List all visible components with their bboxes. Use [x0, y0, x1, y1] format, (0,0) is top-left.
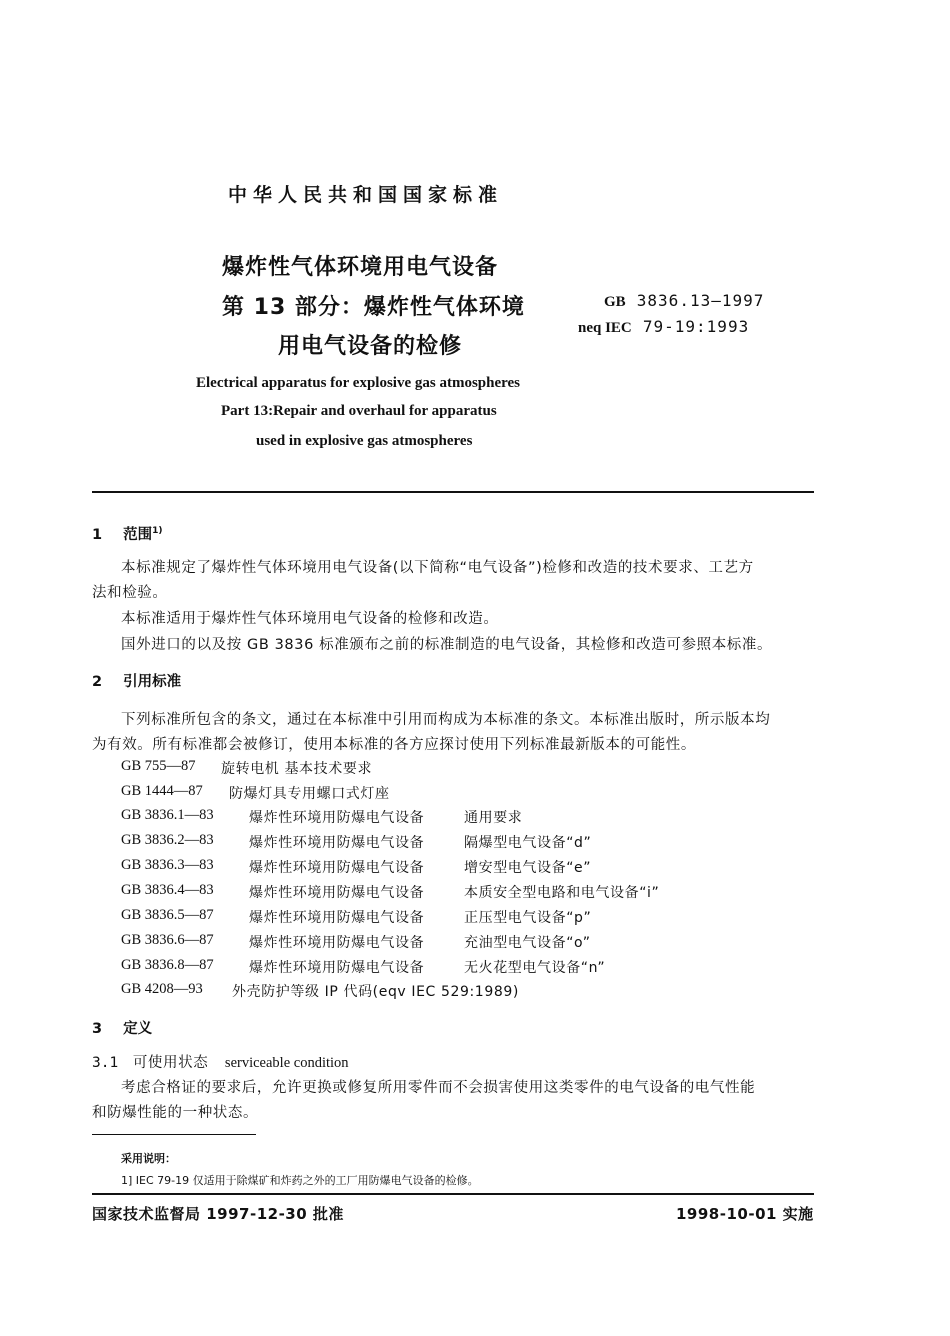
reference-code: GB 3836.4—83 [121, 882, 214, 898]
standard-code-gb [604, 291, 764, 311]
section3-1-number: 3.1 [92, 1055, 119, 1071]
section3-para-line2: 和防爆性能的一种状态。 [92, 1105, 259, 1121]
reference-title: 旋转电机 基本技术要求 [221, 761, 373, 777]
reference-title: 爆炸性环境用防爆电气设备 [249, 810, 425, 826]
reference-subtitle: 无火花型电气设备“n” [464, 960, 606, 976]
section1-footnote-mark: 1) [152, 526, 163, 537]
reference-code: GB 755—87 [121, 758, 196, 774]
section1-number: 1 [92, 527, 103, 543]
section2-number: 2 [92, 674, 103, 690]
section3-title: 定义 [123, 1021, 153, 1037]
gb-number: 3836.13—1997 [636, 291, 765, 310]
iec-number: 79-19:1993 [642, 317, 750, 336]
reference-code: GB 4208—93 [121, 981, 203, 997]
reference-title: 防爆灯具专用螺口式灯座 [229, 786, 390, 802]
reference-code: GB 3836.3—83 [121, 857, 214, 873]
reference-title: 爆炸性环境用防爆电气设备 [249, 935, 425, 951]
reference-title: 爆炸性环境用防爆电气设备 [249, 860, 425, 876]
section1-para1-line2: 法和检验。 [92, 585, 168, 601]
standard-code-iec [578, 317, 749, 337]
reference-code: GB 3836.2—83 [121, 832, 214, 848]
reference-title: 爆炸性环境用防爆电气设备 [249, 835, 425, 851]
footnote-divider [92, 1134, 256, 1135]
reference-title: 外壳防护等级 IP 代码(eqv IEC 529:1989) [232, 984, 519, 1000]
section1-para1-line1: 本标准规定了爆炸性气体环境用电气设备(以下简称“电气设备”)检修和改造的技术要求、工艺方 [121, 560, 754, 576]
effective-date-text: 1998-10-01 实施 [676, 1205, 814, 1223]
reference-subtitle: 隔爆型电气设备“d” [464, 835, 592, 851]
section2-title: 引用标准 [123, 674, 182, 690]
section2-para-line2: 为有效。所有标准都会被修订，使用本标准的各方应探讨使用下列标准最新版本的可能性。 [92, 737, 696, 753]
title-en-line2: Part 13:Repair and overhaul for apparatus [221, 403, 497, 419]
title-cn-line2: 第 13 部分：爆炸性气体环境 [222, 295, 525, 320]
section1-para2: 本标准适用于爆炸性气体环境用电气设备的检修和改造。 [121, 611, 499, 627]
section2-para-line1: 下列标准所包含的条文，通过在本标准中引用而构成为本标准的条文。本标准出版时，所示版本均 [121, 712, 771, 728]
national-standard-header: 中华人民共和国国家标准 [228, 184, 504, 206]
reference-code: GB 3836.8—87 [121, 957, 214, 973]
section1-para3: 国外进口的以及按 GB 3836 标准颁布之前的标准制造的电气设备，其检修和改造可参照本标准。 [121, 637, 773, 653]
reference-code: GB 3836.6—87 [121, 932, 214, 948]
reference-subtitle: 正压型电气设备“p” [464, 910, 592, 926]
section3-heading [92, 1017, 152, 1038]
title-cn-line3: 用电气设备的检修 [278, 334, 463, 359]
reference-subtitle: 本质安全型电路和电气设备“i” [464, 885, 660, 901]
section2-heading [92, 670, 181, 691]
section3-1-heading [92, 1051, 349, 1072]
section3-number: 3 [92, 1021, 103, 1037]
section3-para-line1: 考虑合格证的要求后，允许更换或修复所用零件而不会损害使用这类零件的电气设备的电气性能 [121, 1080, 756, 1096]
reference-title: 爆炸性环境用防爆电气设备 [249, 885, 425, 901]
reference-subtitle: 通用要求 [464, 810, 523, 826]
reference-code: GB 3836.5—87 [121, 907, 214, 923]
neq-prefix: neq IEC [578, 320, 632, 336]
section3-1-title-cn: 可使用状态 [132, 1055, 209, 1071]
approval-text: 国家技术监督局 1997-12-30 批准 [92, 1205, 344, 1223]
footer-divider [92, 1193, 814, 1195]
footnote-text: 1] IEC 79-19 仅适用于除煤矿和炸药之外的工厂用防爆电气设备的检修。 [121, 1174, 479, 1187]
reference-code: GB 1444—87 [121, 783, 203, 799]
section3-1-title-en: serviceable condition [224, 1055, 349, 1071]
reference-code: GB 3836.1—83 [121, 807, 214, 823]
reference-title: 爆炸性环境用防爆电气设备 [249, 960, 425, 976]
reference-title: 爆炸性环境用防爆电气设备 [249, 910, 425, 926]
footnote-heading: 采用说明： [121, 1152, 176, 1165]
title-en-line3: used in explosive gas atmospheres [256, 433, 473, 449]
title-en-line1: Electrical apparatus for explosive gas atmospheres [196, 375, 521, 391]
reference-subtitle: 充油型电气设备“o” [464, 935, 591, 951]
reference-subtitle: 增安型电气设备“e” [464, 860, 592, 876]
gb-prefix: GB [604, 294, 626, 310]
section1-heading [92, 523, 163, 544]
title-cn-line1: 爆炸性气体环境用电气设备 [222, 255, 499, 280]
title-divider [92, 491, 814, 493]
section1-title: 范围 [123, 527, 153, 543]
